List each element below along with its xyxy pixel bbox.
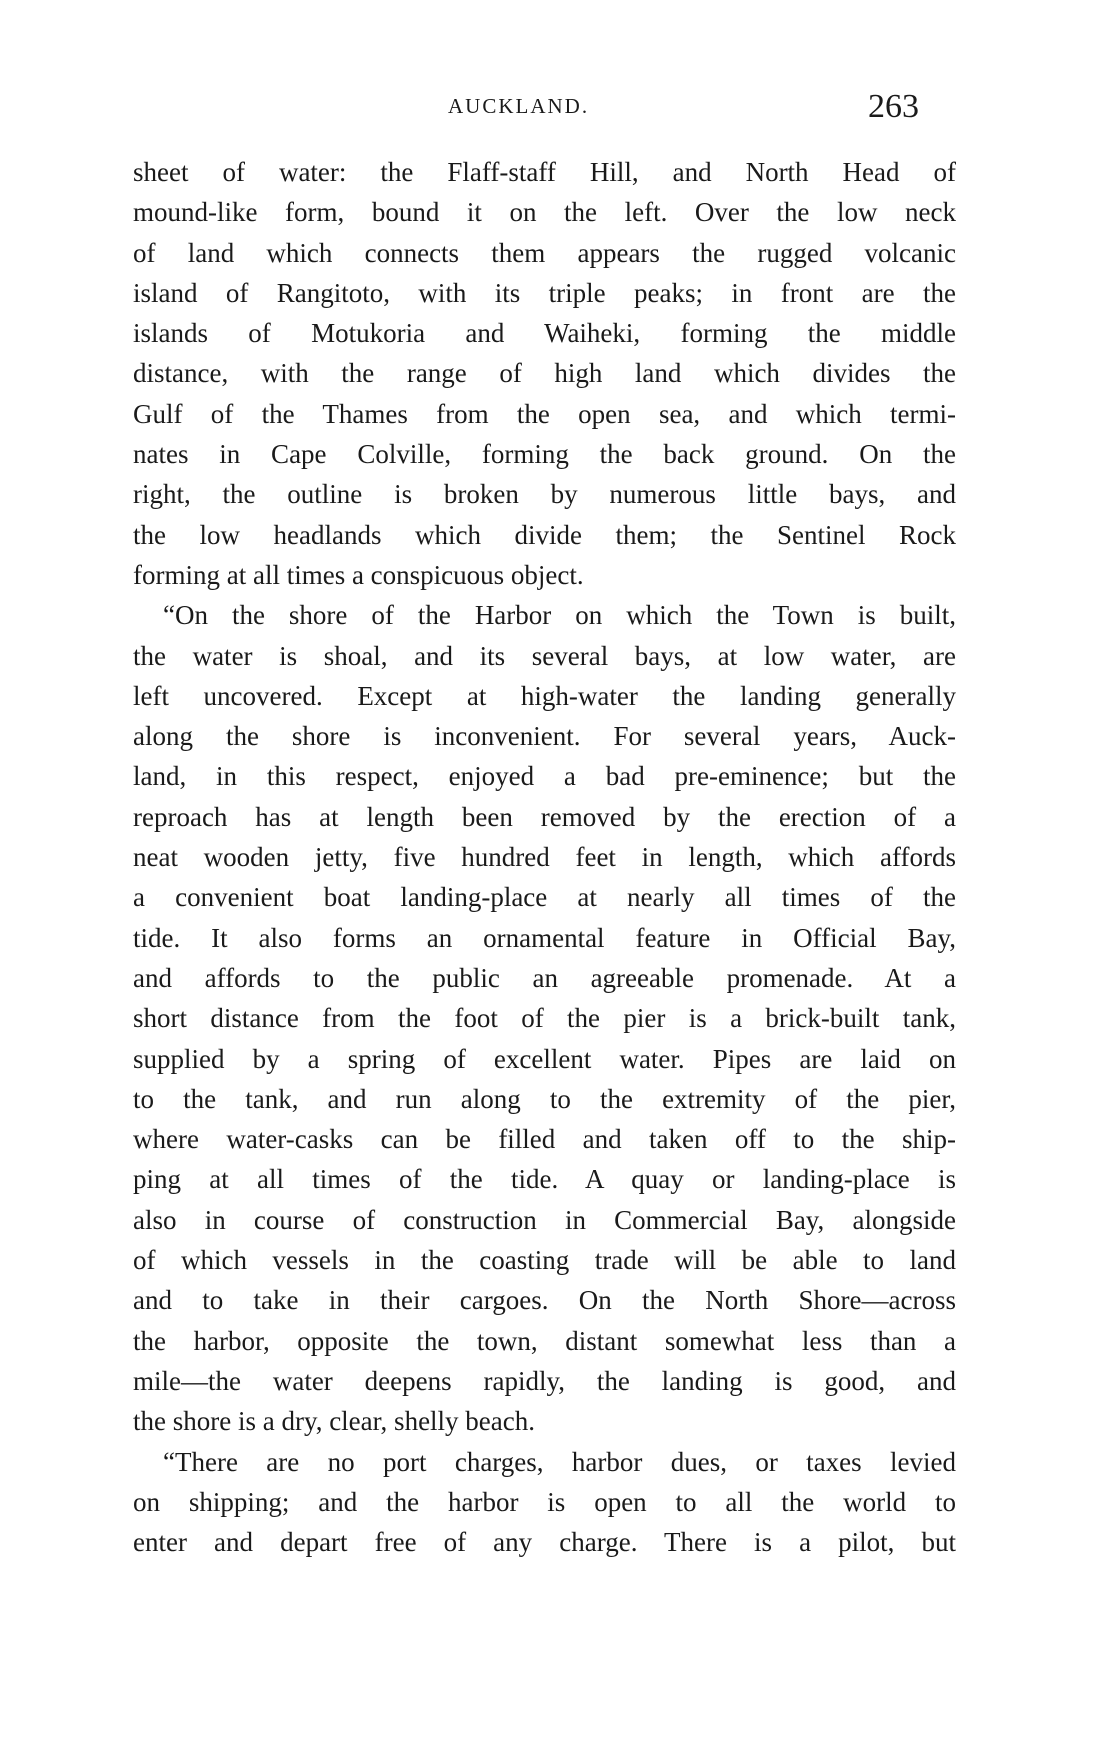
text-line: “There are no port charges, harbor dues, or taxes levied: [163, 1446, 956, 1477]
body-text: [133, 152, 956, 1562]
text-line: ping at all times of the tide. A quay or landing-place is: [133, 1164, 956, 1195]
text-line: right, the outline is broken by numerous little bays, and: [133, 479, 956, 510]
text-line: the shore is a dry, clear, shelly beach.: [133, 1406, 536, 1437]
text-line: forming at all times a conspicuous object.: [133, 559, 584, 590]
text-line: of which vessels in the coasting trade will be able to land: [133, 1245, 956, 1276]
text-line: reproach has at length been removed by the erection of a: [133, 801, 956, 832]
page-number: 263: [868, 88, 919, 125]
text-line: to the tank, and run along to the extremity of the pier,: [133, 1083, 956, 1114]
text-line: enter and depart free of any charge. There is a pilot, but: [133, 1527, 956, 1558]
running-head: [0, 88, 1114, 128]
running-title: AUCKLAND.: [448, 94, 590, 118]
text-line: neat wooden jetty, five hundred feet in length, which affords: [133, 842, 956, 873]
text-line: Gulf of the Thames from the open sea, and which termi-: [133, 398, 956, 429]
text-line: supplied by a spring of excellent water. Pipes are laid on: [133, 1043, 956, 1074]
text-line: a convenient boat landing-place at nearly all times of the: [133, 882, 956, 913]
text-line: land, in this respect, enjoyed a bad pre-eminence; but the: [133, 761, 956, 792]
text-line: left uncovered. Except at high-water the landing generally: [133, 680, 956, 711]
text-line: the harbor, opposite the town, distant somewhat less than a: [133, 1325, 956, 1356]
text-line: the low headlands which divide them; the Sentinel Rock: [133, 519, 956, 550]
text-line: on shipping; and the harbor is open to all the world to: [133, 1486, 956, 1517]
text-line: of land which connects them appears the rugged volcanic: [133, 237, 956, 268]
text-line: where water-casks can be filled and taken off to the ship-: [133, 1124, 956, 1155]
text-line: island of Rangitoto, with its triple peaks; in front are the: [133, 277, 956, 308]
text-line: “On the shore of the Harbor on which the Town is built,: [163, 600, 956, 631]
text-line: mile—the water deepens rapidly, the landing is good, and: [133, 1365, 956, 1396]
text-line: also in course of construction in Commercial Bay, alongside: [133, 1204, 956, 1235]
text-line: mound-like form, bound it on the left. Over the low neck: [133, 197, 956, 228]
text-line: tide. It also forms an ornamental feature in Official Bay,: [133, 922, 956, 953]
text-line: and affords to the public an agreeable promenade. At a: [133, 962, 956, 993]
text-line: distance, with the range of high land which divides the: [133, 358, 956, 389]
text-line: along the shore is inconvenient. For several years, Auck-: [133, 721, 956, 752]
text-line: islands of Motukoria and Waiheki, forming the middle: [133, 318, 956, 349]
text-line: short distance from the foot of the pier is a brick-built tank,: [133, 1003, 956, 1034]
text-line: the water is shoal, and its several bays, at low water, are: [133, 640, 956, 671]
text-line: sheet of water: the Flaff-staff Hill, and North Head of: [133, 157, 956, 187]
text-line: and to take in their cargoes. On the North Shore—across: [133, 1285, 956, 1316]
text-line: nates in Cape Colville, forming the back ground. On the: [133, 439, 956, 470]
